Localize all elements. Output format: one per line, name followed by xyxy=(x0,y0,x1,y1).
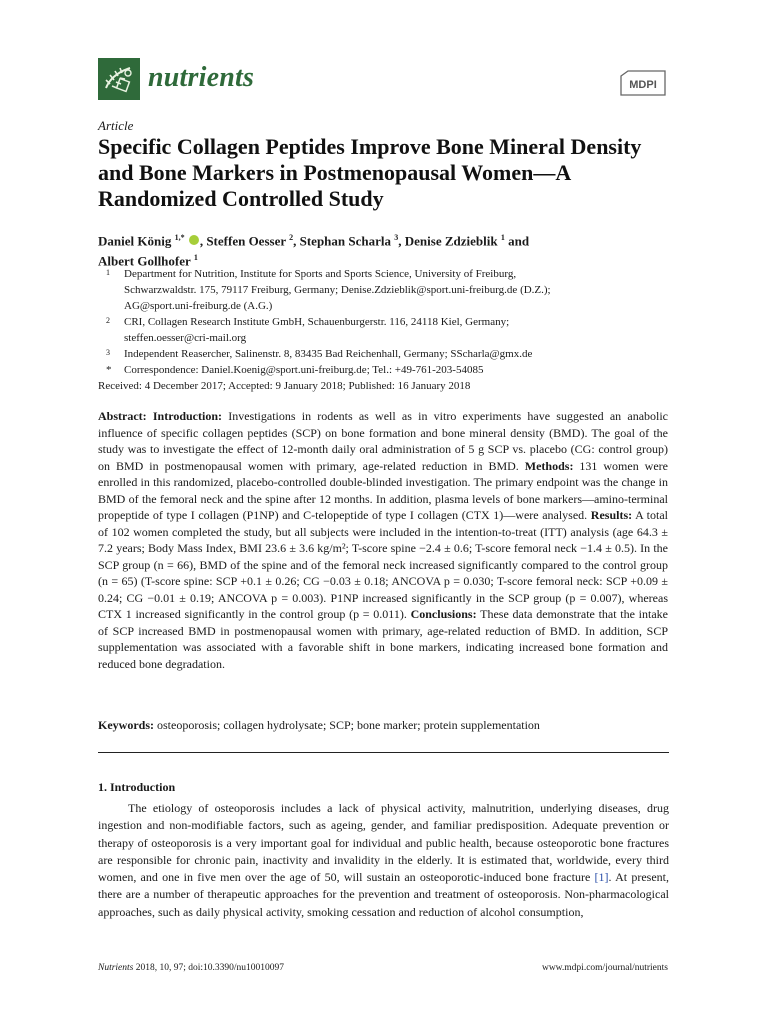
affiliation-line: Schwarzwaldstr. 175, 79117 Freiburg, Germany; Denise.Zdzieblik@sport.uni-freiburg.de (D.Z.); xyxy=(124,284,551,296)
footer-journal: Nutrients xyxy=(98,963,134,973)
abstract-methods-text: 131 women were enrolled in this randomized, placebo-controlled double-blinded investigation. The primary endpoint was the change in BMD of the femoral neck and the spine after 12 months. In addition, plasma levels of bone markers—amino-terminal propeptide of type I collagen (P1NP) and C-telopeptide of type I collagen (CTX 1)—were analysed. xyxy=(98,458,668,522)
introduction-paragraph xyxy=(98,800,669,921)
author-affiliation-marker: 1 xyxy=(500,233,505,242)
section-heading: 1. Introduction xyxy=(98,780,176,794)
abstract-conclusions-text: These data demonstrate that the intake of SCP increased BMD in postmenopausal women with primary, age-related reduction of BMD. In addition, SCP supplementation was associated with a favorable shift in bone markers, indicating increased bone formation and reduced bone degradation. xyxy=(98,607,669,671)
abstract-intro-label: Introduction: xyxy=(152,409,222,423)
abstract-results-label: Results: xyxy=(590,508,633,522)
affiliations xyxy=(98,266,673,378)
affiliation-marker: 2 xyxy=(106,316,110,325)
affiliation-line: AG@sport.uni-freiburg.de (A.G.) xyxy=(124,300,273,312)
author-separator: , xyxy=(199,233,207,249)
author-affiliation-marker: 3 xyxy=(394,233,399,242)
footer-citation xyxy=(98,963,284,973)
affiliation-line: Correspondence: Daniel.Koenig@sport.uni-freiburg.de; Tel.: +49-761-203-54085 xyxy=(124,364,484,376)
author-name: Daniel König xyxy=(98,233,175,249)
author-list xyxy=(98,229,658,270)
abstract-methods-label: Methods: xyxy=(524,458,574,473)
author-name: Stephan Scharla xyxy=(299,233,395,249)
orcid-icon[interactable] xyxy=(189,235,199,245)
section-divider xyxy=(98,752,669,753)
publication-dates: Received: 4 December 2017; Accepted: 9 January 2018; Published: 16 January 2018 xyxy=(98,380,471,392)
affiliation-item xyxy=(98,314,673,346)
keywords xyxy=(98,718,668,733)
author-separator: and xyxy=(504,233,530,249)
publisher-logo-icon xyxy=(618,68,668,98)
abstract xyxy=(98,408,668,672)
affiliation-item xyxy=(98,346,673,362)
journal-name: nutrients xyxy=(148,62,255,93)
affiliation-line: CRI, Collagen Research Institute GmbH, Schauenburgerstr. 116, 24118 Kiel, Germany; xyxy=(124,316,510,328)
affiliation-line: steffen.oesser@cri-mail.org xyxy=(124,332,247,344)
author-affiliation-marker: 1 xyxy=(193,253,198,263)
affiliation-marker: * xyxy=(106,364,112,376)
intro-text-a: The etiology of osteoporosis includes a lack of physical activity, malnutrition, underlying diseases, drug ingestion and non-modifiable factors, such as ageing, gender, and familiar predisposition. Adequate prevention or therapy of osteoporosis is a very important goal for individual and public health, because osteoporotic bone fractures are responsible for chronic pain, inactivity and invalidity in the elderly. It is estimated that, worldwide, every third women, and one in five men over the age of 50, will sustain an osteoporotic-induced bone fracture xyxy=(98,801,669,885)
author-affiliation-marker: 1,* xyxy=(174,233,185,242)
reference-link[interactable]: [1] xyxy=(594,870,609,885)
journal-logo-icon xyxy=(98,58,140,100)
keywords-label: Keywords: xyxy=(98,718,154,732)
article-type: Article xyxy=(98,118,134,133)
author-name: Albert Gollhofer xyxy=(98,253,194,269)
affiliation-item xyxy=(98,266,673,314)
affiliation-marker: 1 xyxy=(106,268,110,277)
abstract-intro-text: Investigations in rodents as well as in vitro experiments have suggested an anabolic influence of specific collagen peptides (SCP) on bone formation and bone mineral density (BMD). The goal of the study was to investigate the effect of 12-month daily oral administration of 5 g SCP vs. placebo (CG: control group) on BMD in postmenopausal women with primary, age-related reduction in BMD. xyxy=(98,409,669,473)
affiliation-line: Department for Nutrition, Institute for Sports and Sports Science, University of Freiburg, xyxy=(124,268,517,280)
affiliation-item xyxy=(98,362,673,378)
journal-header xyxy=(98,58,670,102)
abstract-results-text: A total of 102 women completed the study, but all subjects were included in the intention-to-treat (ITT) analysis (age 64.3 ± 7.2 years; Body Mass Index, BMI 23.6 ± 3.6 kg/m²; T-score spine −2.4 ± 0.6; T-score femoral neck −1.4 ± 0.5). In the SCP group (n = 66), BMD of the spine and of the femoral neck increased significantly compared to the control group (n = 65) (T-score spine: SCP +0.1 ± 0.26; CG −0.03 ± 0.18; ANCOVA p = 0.030; T-score femoral neck: SCP +0.09 ± 0.24; CG −0.01 ± 0.19; ANCOVA p = 0.003). P1NP increased significantly in the SCP group (p = 0.007), whereas CTX 1 increased significantly in the control group (p = 0.011). xyxy=(98,508,669,621)
author-affiliation-marker: 2 xyxy=(289,233,294,242)
author-separator: , xyxy=(398,233,405,249)
abstract-conclusions-label: Conclusions: xyxy=(410,607,477,621)
article-title: Specific Collagen Peptides Improve Bone Mineral Density and Bone Markers in Postmenopausal Women—A Randomized Controlled Study xyxy=(98,134,642,211)
footer-url[interactable]: www.mdpi.com/journal/nutrients xyxy=(541,963,668,973)
affiliation-line: Independent Reasercher, Salinenstr. 8, 83435 Bad Reichenhall, Germany; SScharla@gmx.de xyxy=(124,348,533,360)
publisher-name: MDPI xyxy=(629,79,657,91)
abstract-label: Abstract: xyxy=(98,409,147,423)
footer-citation-text: 2018, 10, 97; doi:10.3390/nu10010097 xyxy=(133,963,285,973)
keywords-text: osteoporosis; collagen hydrolysate; SCP; bone marker; protein supplementation xyxy=(157,718,540,732)
intro-text-b: . At present, there are a number of therapeutic approaches for the prevention and treatment of osteoporosis. Non-pharmacological approaches, such as daily physical activity, smoking cessation and reduction of alcohol consumption, xyxy=(98,870,669,919)
author-name: Denise Zdzieblik xyxy=(404,233,501,249)
affiliation-marker: 3 xyxy=(106,348,110,357)
author-separator: , xyxy=(293,233,300,249)
author-name: Steffen Oesser xyxy=(206,233,290,249)
